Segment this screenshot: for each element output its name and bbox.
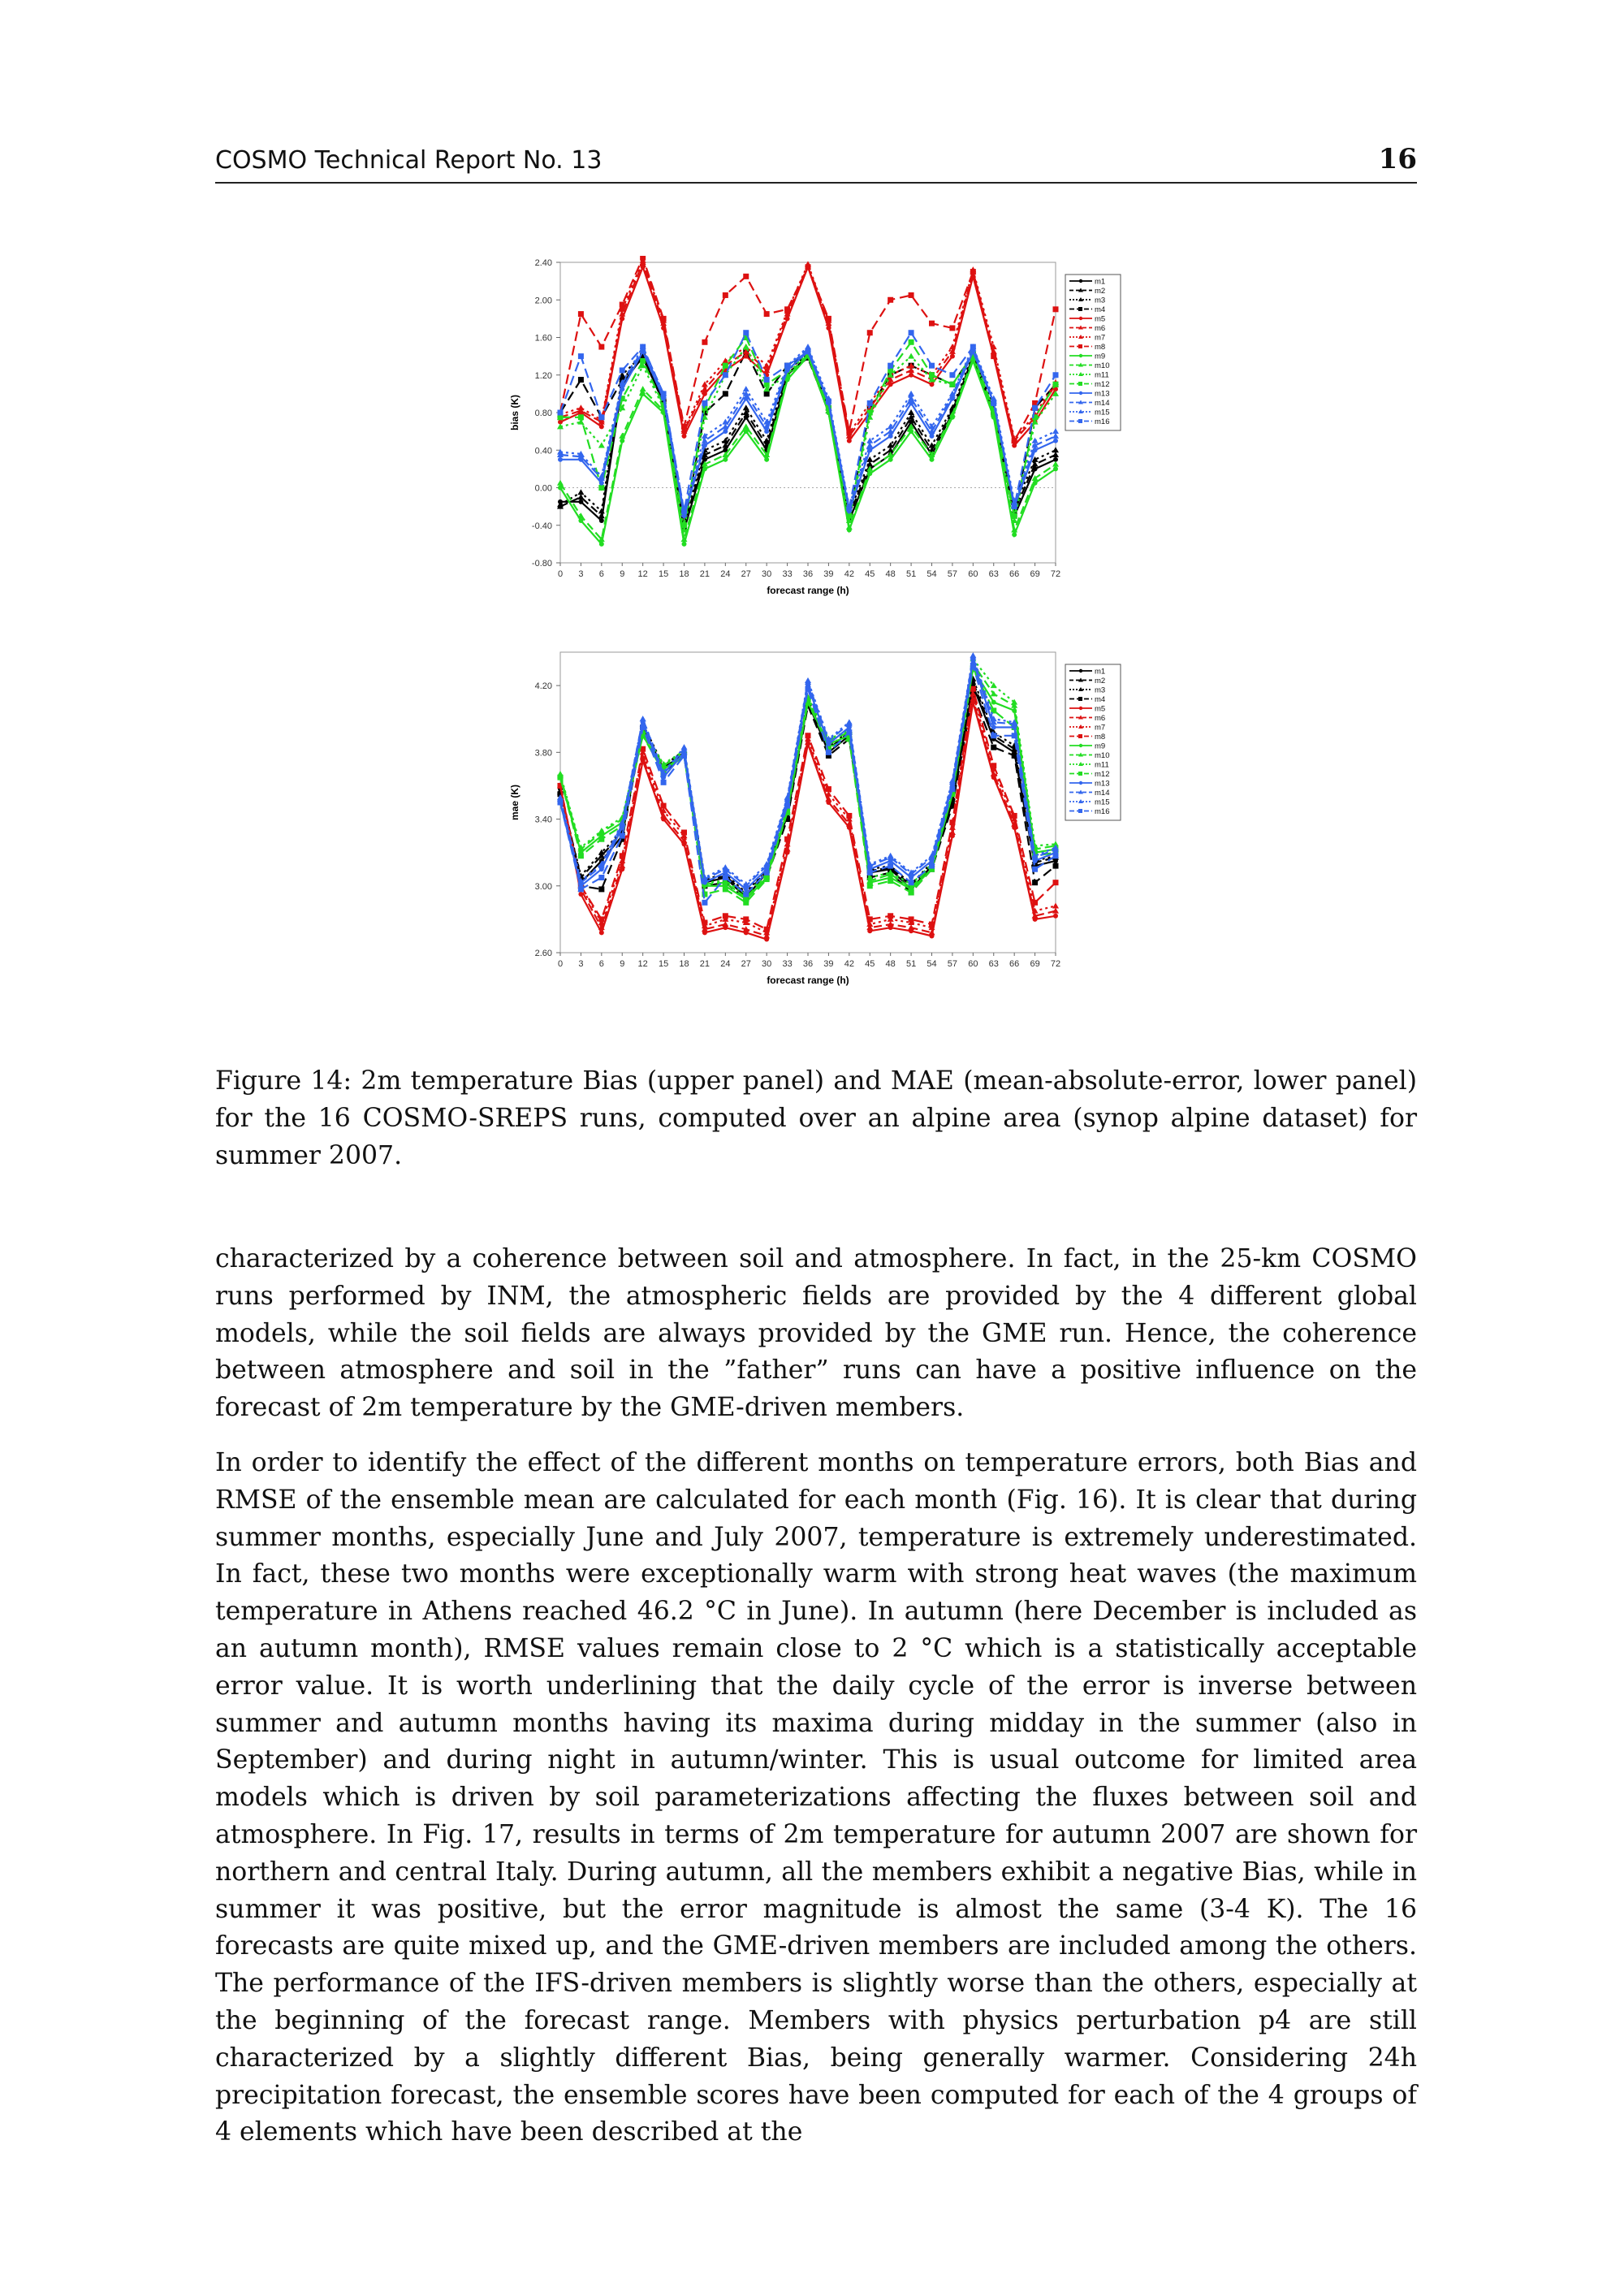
legend-box xyxy=(1065,275,1121,430)
legend-marker-m8 xyxy=(1078,734,1082,738)
data-point-m13 xyxy=(599,481,604,486)
data-point-m5 xyxy=(909,373,914,378)
data-point-m8 xyxy=(888,913,893,919)
y-tick-label: 2.60 xyxy=(534,949,552,958)
legend-marker-m5 xyxy=(1079,317,1082,320)
x-tick-label: 30 xyxy=(762,959,772,969)
data-point-m13 xyxy=(991,725,996,730)
legend-label-m14: m14 xyxy=(1095,399,1110,408)
x-tick-label: 42 xyxy=(844,959,854,969)
x-tick-label: 9 xyxy=(620,959,625,969)
data-point-m8 xyxy=(888,297,893,303)
data-point-m12 xyxy=(598,837,604,842)
data-point-m4 xyxy=(578,377,584,383)
data-point-m16 xyxy=(681,508,687,514)
legend-label-m5: m5 xyxy=(1095,704,1106,714)
data-point-m4 xyxy=(1032,880,1038,885)
data-point-m8 xyxy=(991,763,996,768)
data-point-m8 xyxy=(929,922,935,927)
data-point-m16 xyxy=(681,753,687,759)
legend-marker-m16 xyxy=(1078,809,1082,813)
data-point-m16 xyxy=(723,875,728,880)
data-point-m8 xyxy=(949,819,955,825)
y-tick-label: 3.00 xyxy=(534,881,552,892)
x-tick-label: 24 xyxy=(720,569,731,579)
data-point-m16 xyxy=(909,880,914,885)
x-tick-label: 36 xyxy=(802,569,814,579)
data-point-m16 xyxy=(558,800,564,806)
data-point-m12 xyxy=(929,372,935,378)
data-point-m8 xyxy=(1053,306,1059,312)
data-point-m16 xyxy=(888,863,893,869)
legend-label-m10: m10 xyxy=(1095,751,1110,760)
x-tick-label: 39 xyxy=(823,569,834,579)
data-point-m16 xyxy=(846,505,852,511)
data-point-m16 xyxy=(620,367,625,373)
data-point-m16 xyxy=(991,733,996,738)
data-point-m5 xyxy=(599,424,604,429)
legend-label-m1: m1 xyxy=(1095,667,1106,677)
y-tick-label: 3.80 xyxy=(534,748,552,759)
data-point-m4 xyxy=(1053,863,1059,869)
x-tick-label: 27 xyxy=(741,959,751,969)
data-point-m16 xyxy=(743,892,749,897)
x-tick-label: 6 xyxy=(598,959,604,969)
data-point-m16 xyxy=(1032,405,1038,411)
data-point-m8 xyxy=(949,325,955,331)
data-point-m16 xyxy=(929,863,935,869)
y-tick-label: -0.40 xyxy=(531,521,552,531)
data-point-m8 xyxy=(909,916,914,922)
data-point-m8 xyxy=(598,344,604,350)
data-point-m12 xyxy=(764,876,770,882)
data-point-m9 xyxy=(682,542,687,547)
x-axis-label: forecast range (h) xyxy=(767,975,849,986)
data-point-m9 xyxy=(723,457,728,462)
legend-label-m11: m11 xyxy=(1095,760,1109,770)
data-point-m16 xyxy=(1053,372,1059,378)
data-point-m8 xyxy=(1012,438,1017,443)
legend-label-m1: m1 xyxy=(1095,277,1106,287)
x-tick-label: 3 xyxy=(578,959,584,969)
data-point-m5 xyxy=(682,434,687,439)
x-tick-label: 57 xyxy=(947,569,958,579)
data-point-m5 xyxy=(950,354,955,359)
x-tick-label: 42 xyxy=(844,569,854,579)
data-point-m16 xyxy=(578,353,584,359)
paragraph: In order to identify the effect of the different months on temperature errors, both Bias and RMSE of the ensemble mean are calculated for each month (Fig. 16). It is clear that during summer months, especially June and July 2007, temperature is extremely underestimated. In fact, these two months were exceptionally warm with strong heat waves (the maximum temperature in Athens reached 46.2 °C in June). In autumn (here December is included as an autumn month), RMSE values remain close to 2 °C which is a statistically acceptable error value. It is worth underlining that the daily cycle of the error is inverse between summer and autumn months having its maxima during midday in the summer (also in September) and during night in autumn/winter. This is usual outcome for limited area models which is driven by soil parameterizations affecting the fluxes between soil and atmosphere. In Fig. 17, results in terms of 2m temperature for autumn 2007 are shown for northern and central Italy. During autumn, all the members exhibit a negative Bias, while in summer it was positive, but the error magnitude is almost the same (3-4 K). The 16 forecasts are quite mixed up, and the GME-driven members are included among the others. The performance of the IFS-driven members is slightly worse than the others, especially at the beginning of the forecast range. Members with physics perturbation p4 are still characterized by a slightly different Bias, being generally warmer. Considering 24h precipitation forecast, the ensemble scores have been computed for each of the 4 groups of 4 elements which have been described at the xyxy=(215,1447,1417,2147)
data-point-m9 xyxy=(764,457,769,462)
data-point-m8 xyxy=(578,311,584,317)
y-tick-label: 4.20 xyxy=(534,681,552,692)
legend-marker-m16 xyxy=(1078,419,1082,423)
data-point-m12 xyxy=(846,513,852,519)
data-point-m16 xyxy=(598,875,604,880)
data-point-m8 xyxy=(826,316,831,322)
x-tick-label: 6 xyxy=(598,569,604,579)
legend-label-m13: m13 xyxy=(1095,389,1110,399)
data-point-m8 xyxy=(846,429,852,435)
x-tick-label: 66 xyxy=(1009,569,1020,579)
data-point-m16 xyxy=(949,372,955,378)
data-point-m12 xyxy=(681,522,687,528)
data-point-m16 xyxy=(867,400,873,406)
legend-label-m9: m9 xyxy=(1095,742,1106,751)
x-tick-label: 63 xyxy=(988,959,999,969)
x-tick-label: 54 xyxy=(926,959,937,969)
legend-label-m3: m3 xyxy=(1095,685,1106,695)
data-point-m8 xyxy=(1053,880,1059,885)
data-point-m16 xyxy=(702,900,707,906)
data-point-m12 xyxy=(909,339,914,345)
legend-label-m9: m9 xyxy=(1095,352,1106,361)
data-point-m12 xyxy=(949,382,955,387)
data-point-m12 xyxy=(578,853,584,858)
legend-label-m4: m4 xyxy=(1095,695,1106,704)
legend-label-m2: m2 xyxy=(1095,677,1106,685)
body-text xyxy=(215,1241,1417,2169)
y-axis-label: mae (K) xyxy=(509,784,520,821)
data-point-m1 xyxy=(599,518,604,523)
data-point-m16 xyxy=(970,344,976,350)
legend-label-m11: m11 xyxy=(1095,370,1109,380)
data-point-m4 xyxy=(723,391,728,396)
data-point-m16 xyxy=(784,803,790,809)
y-tick-label: 2.40 xyxy=(534,258,552,268)
data-point-m16 xyxy=(949,786,955,792)
data-point-m16 xyxy=(661,391,667,396)
legend-label-m10: m10 xyxy=(1095,361,1110,370)
data-point-m12 xyxy=(1012,513,1017,519)
data-point-m8 xyxy=(826,786,831,792)
data-point-m4 xyxy=(1012,753,1017,759)
data-point-m9 xyxy=(991,700,996,705)
data-point-m4 xyxy=(764,391,770,396)
data-point-m12 xyxy=(909,890,914,896)
data-point-m9 xyxy=(1012,532,1017,537)
legend-label-m14: m14 xyxy=(1095,789,1110,798)
data-point-m8 xyxy=(702,339,707,345)
data-point-m16 xyxy=(598,414,604,420)
data-point-m12 xyxy=(598,485,604,491)
legend-label-m15: m15 xyxy=(1095,408,1110,417)
data-point-m5 xyxy=(930,382,935,387)
data-point-m16 xyxy=(578,886,584,892)
legend-label-m8: m8 xyxy=(1095,343,1106,352)
data-point-m12 xyxy=(578,414,584,420)
x-tick-label: 15 xyxy=(658,959,669,969)
data-point-m5 xyxy=(1012,443,1017,448)
legend-marker-m5 xyxy=(1079,707,1082,710)
data-point-m16 xyxy=(826,399,831,404)
legend-label-m16: m16 xyxy=(1095,807,1110,816)
data-point-m16 xyxy=(764,377,770,383)
data-point-m8 xyxy=(806,264,811,270)
x-tick-label: 12 xyxy=(637,959,648,969)
data-point-m16 xyxy=(867,870,873,876)
bias-chart xyxy=(503,256,1137,629)
y-tick-label: 1.20 xyxy=(534,370,552,381)
x-tick-label: 48 xyxy=(885,569,896,579)
data-point-m8 xyxy=(991,353,996,359)
data-point-m12 xyxy=(888,878,893,884)
data-point-m8 xyxy=(598,916,604,922)
data-point-m5 xyxy=(599,930,604,935)
data-point-m12 xyxy=(640,358,646,364)
legend-label-m7: m7 xyxy=(1095,723,1106,733)
legend-marker-m4 xyxy=(1078,307,1082,311)
data-point-m12 xyxy=(867,883,873,889)
report-title: COSMO Technical Report No. 13 xyxy=(215,146,603,175)
y-axis-label: bias (K) xyxy=(509,394,520,431)
data-point-m8 xyxy=(681,424,687,430)
data-point-m8 xyxy=(909,292,914,298)
data-point-m8 xyxy=(1012,813,1017,819)
data-point-m8 xyxy=(661,316,667,322)
data-point-m8 xyxy=(970,269,976,275)
page-number: 16 xyxy=(1378,143,1417,175)
x-tick-label: 72 xyxy=(1050,569,1061,579)
x-tick-label: 51 xyxy=(905,569,917,579)
data-point-m8 xyxy=(764,311,770,317)
x-tick-label: 69 xyxy=(1030,959,1040,969)
x-tick-label: 33 xyxy=(782,569,793,579)
data-point-m8 xyxy=(867,330,873,335)
data-point-m16 xyxy=(806,348,811,354)
x-tick-label: 54 xyxy=(926,569,937,579)
data-point-m5 xyxy=(744,354,749,359)
x-tick-label: 66 xyxy=(1009,959,1020,969)
data-point-m8 xyxy=(743,916,749,922)
data-point-m8 xyxy=(867,916,873,922)
data-point-m12 xyxy=(723,886,728,892)
x-tick-label: 0 xyxy=(557,959,564,969)
x-tick-label: 36 xyxy=(802,959,814,969)
data-point-m5 xyxy=(1053,914,1058,919)
y-tick-label: 0.00 xyxy=(534,483,552,494)
data-point-m8 xyxy=(970,686,976,692)
legend-label-m7: m7 xyxy=(1095,333,1106,343)
x-tick-label: 18 xyxy=(679,959,689,969)
x-tick-label: 12 xyxy=(637,569,648,579)
x-tick-label: 48 xyxy=(885,959,896,969)
data-point-m12 xyxy=(743,900,749,906)
legend-label-m4: m4 xyxy=(1095,305,1106,314)
data-point-m4 xyxy=(991,745,996,750)
data-point-m16 xyxy=(1012,733,1017,738)
data-point-m16 xyxy=(743,330,749,335)
x-tick-label: 60 xyxy=(968,569,978,579)
data-point-m8 xyxy=(661,803,667,809)
data-point-m16 xyxy=(764,870,770,876)
y-tick-label: -0.80 xyxy=(531,559,552,569)
legend-box xyxy=(1065,664,1121,820)
x-tick-label: 69 xyxy=(1030,569,1040,579)
data-point-m16 xyxy=(888,363,893,369)
x-tick-label: 45 xyxy=(865,959,875,969)
x-tick-label: 39 xyxy=(823,959,834,969)
legend-label-m16: m16 xyxy=(1095,417,1110,426)
data-point-m8 xyxy=(846,813,852,819)
paragraph: characterized by a coherence between soil and atmosphere. In fact, in the 25-km COSMO runs performed by INM, the atmospheric fields are provided by the 4 different global models, while the soil fields are always provided by the GME run. Hence, the coherence between atmosphere and soil in the ”father” runs can have a positive influence on the forecast of 2m temperature by the GME-driven members. xyxy=(215,1244,1417,1423)
x-tick-label: 51 xyxy=(905,959,917,969)
data-point-m16 xyxy=(1012,504,1017,509)
data-point-m9 xyxy=(599,542,604,547)
data-point-m13 xyxy=(1053,439,1058,443)
y-tick-label: 2.00 xyxy=(534,296,552,306)
x-tick-label: 21 xyxy=(699,569,710,579)
data-point-m12 xyxy=(558,775,564,780)
x-tick-label: 9 xyxy=(620,569,625,579)
data-point-m13 xyxy=(558,457,563,462)
x-tick-label: 33 xyxy=(782,959,793,969)
legend-label-m2: m2 xyxy=(1095,287,1106,296)
data-point-m9 xyxy=(930,457,935,462)
y-tick-label: 0.80 xyxy=(534,409,552,418)
data-point-m13 xyxy=(930,434,935,439)
x-tick-label: 30 xyxy=(762,569,772,579)
legend-marker-m9 xyxy=(1079,354,1082,357)
x-tick-label: 3 xyxy=(578,569,584,579)
legend-label-m13: m13 xyxy=(1095,779,1110,789)
x-tick-label: 0 xyxy=(557,569,564,579)
data-point-m8 xyxy=(723,292,728,298)
x-axis-label: forecast range (h) xyxy=(767,585,849,596)
legend-marker-m13 xyxy=(1079,391,1082,395)
y-tick-label: 3.40 xyxy=(534,815,552,825)
data-point-m12 xyxy=(1053,382,1059,387)
x-tick-label: 60 xyxy=(968,959,978,969)
x-tick-label: 57 xyxy=(947,959,958,969)
data-point-m8 xyxy=(743,274,749,279)
data-point-m16 xyxy=(929,363,935,369)
x-tick-label: 72 xyxy=(1050,959,1061,969)
data-point-m16 xyxy=(991,400,996,406)
legend-marker-m13 xyxy=(1079,781,1082,785)
data-point-m8 xyxy=(681,830,687,836)
data-point-m8 xyxy=(723,913,728,919)
data-point-m1 xyxy=(578,499,583,504)
x-tick-label: 21 xyxy=(699,959,710,969)
legend-marker-m1 xyxy=(1079,669,1082,672)
y-tick-label: 1.60 xyxy=(534,333,552,344)
data-point-m16 xyxy=(826,750,831,755)
data-point-m4 xyxy=(598,886,604,892)
data-point-m9 xyxy=(888,457,893,462)
data-point-m8 xyxy=(620,302,625,308)
data-point-m16 xyxy=(640,344,646,350)
y-tick-label: 0.40 xyxy=(534,446,552,456)
legend-marker-m12 xyxy=(1078,382,1082,386)
data-point-m16 xyxy=(1053,853,1059,858)
x-tick-label: 15 xyxy=(658,569,669,579)
data-point-m8 xyxy=(784,306,790,312)
data-point-m16 xyxy=(846,729,852,735)
x-tick-label: 63 xyxy=(988,569,999,579)
data-point-m8 xyxy=(640,256,646,261)
data-point-m13 xyxy=(764,429,769,434)
legend-label-m3: m3 xyxy=(1095,296,1106,305)
data-point-m16 xyxy=(702,400,707,406)
legend-label-m6: m6 xyxy=(1095,714,1106,723)
legend-marker-m12 xyxy=(1078,772,1082,776)
data-point-m8 xyxy=(620,853,625,858)
x-tick-label: 45 xyxy=(865,569,875,579)
data-point-m16 xyxy=(661,780,667,785)
figure-caption: Figure 14: 2m temperature Bias (upper panel) and MAE (mean-absolute-error, lower panel) for the 16 COSMO-SREPS runs, computed over an alpine area (synop alpine dataset) for summer 2007. xyxy=(215,1066,1417,1170)
x-tick-label: 18 xyxy=(679,569,689,579)
legend-label-m12: m12 xyxy=(1095,380,1110,389)
data-point-m8 xyxy=(806,733,811,738)
data-point-m5 xyxy=(847,439,852,443)
legend-marker-m1 xyxy=(1079,279,1082,283)
data-point-m8 xyxy=(1032,900,1038,906)
data-point-m16 xyxy=(640,724,646,730)
data-point-m8 xyxy=(764,927,770,932)
data-point-m16 xyxy=(784,363,790,369)
x-tick-label: 24 xyxy=(720,959,731,969)
legend-label-m15: m15 xyxy=(1095,798,1110,807)
legend-marker-m9 xyxy=(1079,744,1082,747)
mae-chart xyxy=(503,646,1137,1019)
data-point-m8 xyxy=(702,920,707,926)
legend-marker-m8 xyxy=(1078,344,1082,348)
data-point-m16 xyxy=(806,686,811,692)
data-point-m16 xyxy=(723,372,728,378)
data-point-m8 xyxy=(784,837,790,842)
data-point-m13 xyxy=(723,429,728,434)
page-header xyxy=(215,140,1417,184)
data-point-m16 xyxy=(970,663,976,668)
legend-label-m8: m8 xyxy=(1095,733,1106,742)
data-point-m13 xyxy=(888,434,893,439)
data-point-m16 xyxy=(620,833,625,839)
data-point-m16 xyxy=(1032,867,1038,872)
data-point-m16 xyxy=(558,410,564,416)
x-tick-label: 27 xyxy=(741,569,751,579)
data-point-m9 xyxy=(1053,466,1058,471)
legend-label-m12: m12 xyxy=(1095,770,1110,779)
legend-marker-m4 xyxy=(1078,697,1082,701)
data-point-m16 xyxy=(909,330,914,335)
legend-label-m5: m5 xyxy=(1095,314,1106,324)
data-point-m8 xyxy=(929,321,935,326)
data-point-m12 xyxy=(723,363,728,369)
legend-label-m6: m6 xyxy=(1095,324,1106,333)
